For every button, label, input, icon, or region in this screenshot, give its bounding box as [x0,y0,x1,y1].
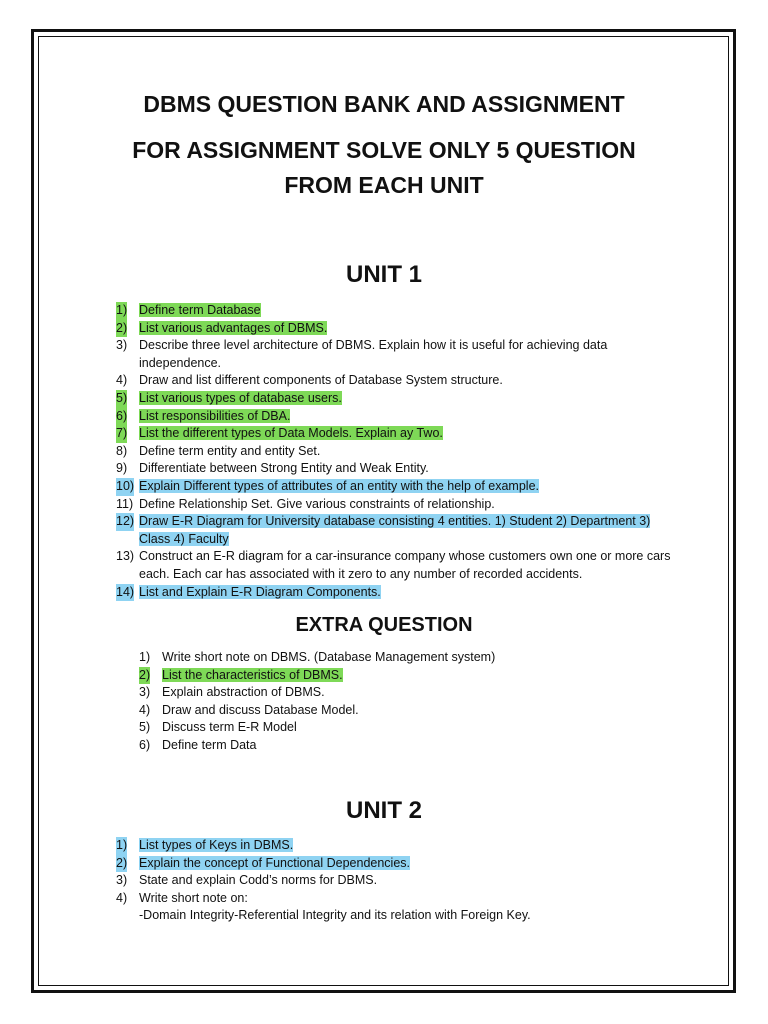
question-text: State and explain Codd’s norms for DBMS. [139,873,378,888]
unit1-question-item [116,372,676,390]
assignment-instruction-line2: FROM EACH UNIT [284,172,484,198]
extra-question-item [139,649,659,667]
question-number: 1) [139,650,151,664]
question-text: Explain Different types of attributes of an entity with the help of example. [139,478,539,493]
unit2-question-item [116,890,676,925]
extra-question-item [139,684,659,702]
question-text: List various types of database users. [139,390,342,405]
extra-question-item [139,737,659,755]
question-text: Write short note on DBMS. (Database Management system) [162,650,496,664]
question-number: 10) [116,478,134,496]
extra-question-item [139,667,659,685]
question-number: 12) [116,513,134,531]
unit1-heading: UNIT 1 [345,261,422,288]
question-text: Draw and discuss Database Model. [162,702,359,717]
question-text: List various advantages of DBMS. [139,320,328,335]
extra-question-item [139,719,659,737]
question-text: Define Relationship Set. Give various constraints of relationship. [139,496,495,511]
question-number: 9) [116,461,128,476]
unit1-question-item [116,513,676,548]
question-number: 2) [116,855,127,873]
question-text: Describe three level architecture of DBMS. Explain how it is useful for achieving data independence. [139,338,608,370]
question-subtext: -Domain Integrity-Referential Integrity and its relation with Foreign Key. [139,908,531,923]
unit1-question-item [116,460,676,478]
question-number: 6) [116,408,127,426]
unit1-question-item [116,584,676,602]
unit2-question-item [116,837,676,855]
question-number: 2) [116,320,127,338]
question-number: 14) [116,584,134,602]
unit2-heading: UNIT 2 [345,797,422,824]
question-number: 4) [116,890,128,905]
unit1-question-item [116,548,676,583]
unit2-question-item [116,855,676,873]
unit1-question-item [116,408,676,426]
question-number: 3) [116,338,128,353]
question-number: 13) [116,549,135,564]
question-text: List the characteristics of DBMS. [162,667,343,682]
question-text: Explain abstraction of DBMS. [162,685,325,700]
question-number: 2) [139,667,150,685]
unit1-question-item [116,302,676,320]
question-text: List the different types of Data Models. Explain ay Two. [139,426,443,441]
question-text: Draw E-R Diagram for University database consisting 4 entities. 1) Student 2) Department 3) Class 4) Faculty [139,514,651,546]
question-text: Define term entity and entity Set. [139,443,321,458]
question-number: 11) [116,496,134,511]
question-number: 1) [116,302,127,320]
question-text: Explain the concept of Functional Dependencies. [139,855,411,870]
assignment-instruction-line1: FOR ASSIGNMENT SOLVE ONLY 5 QUESTION [132,137,636,163]
question-text: Draw and list different components of Database System structure. [139,373,503,388]
question-text: Define term Database [139,303,261,317]
unit1-question-item [116,496,676,514]
question-number: 1) [116,837,127,855]
question-number: 5) [116,390,127,408]
question-text: Differentiate between Strong Entity and Weak Entity. [139,461,429,476]
extra-question-heading: EXTRA QUESTION [295,614,473,636]
question-text: List responsibilities of DBA. [139,408,291,423]
question-number: 4) [116,373,128,388]
extra-question-list [139,649,659,755]
unit1-question-item [116,320,676,338]
question-number: 7) [116,425,127,443]
question-text: Discuss term E-R Model [162,720,297,735]
question-text: List types of Keys in DBMS. [139,838,294,852]
unit1-question-item [116,390,676,408]
extra-question-item [139,702,659,720]
question-number: 4) [139,702,151,717]
unit1-question-item [116,337,676,372]
unit2-question-list [116,837,676,925]
document-title: DBMS QUESTION BANK AND ASSIGNMENT [143,91,625,117]
question-text: Define term Data [162,737,257,752]
unit2-question-item [116,872,676,890]
unit1-question-item [116,425,676,443]
unit1-question-list [116,302,676,601]
unit1-question-item [116,478,676,496]
question-number: 6) [139,737,151,752]
question-text: Write short note on: [139,890,248,905]
unit1-question-item [116,443,676,461]
question-number: 3) [116,873,128,888]
question-number: 8) [116,443,128,458]
question-text: List and Explain E-R Diagram Components. [139,584,381,599]
question-text: Construct an E-R diagram for a car-insurance company whose customers own one or more cars each. Each car has associated with it zero to any number of recorded accidents. [139,549,671,581]
question-number: 5) [139,720,151,735]
question-number: 3) [139,685,151,700]
